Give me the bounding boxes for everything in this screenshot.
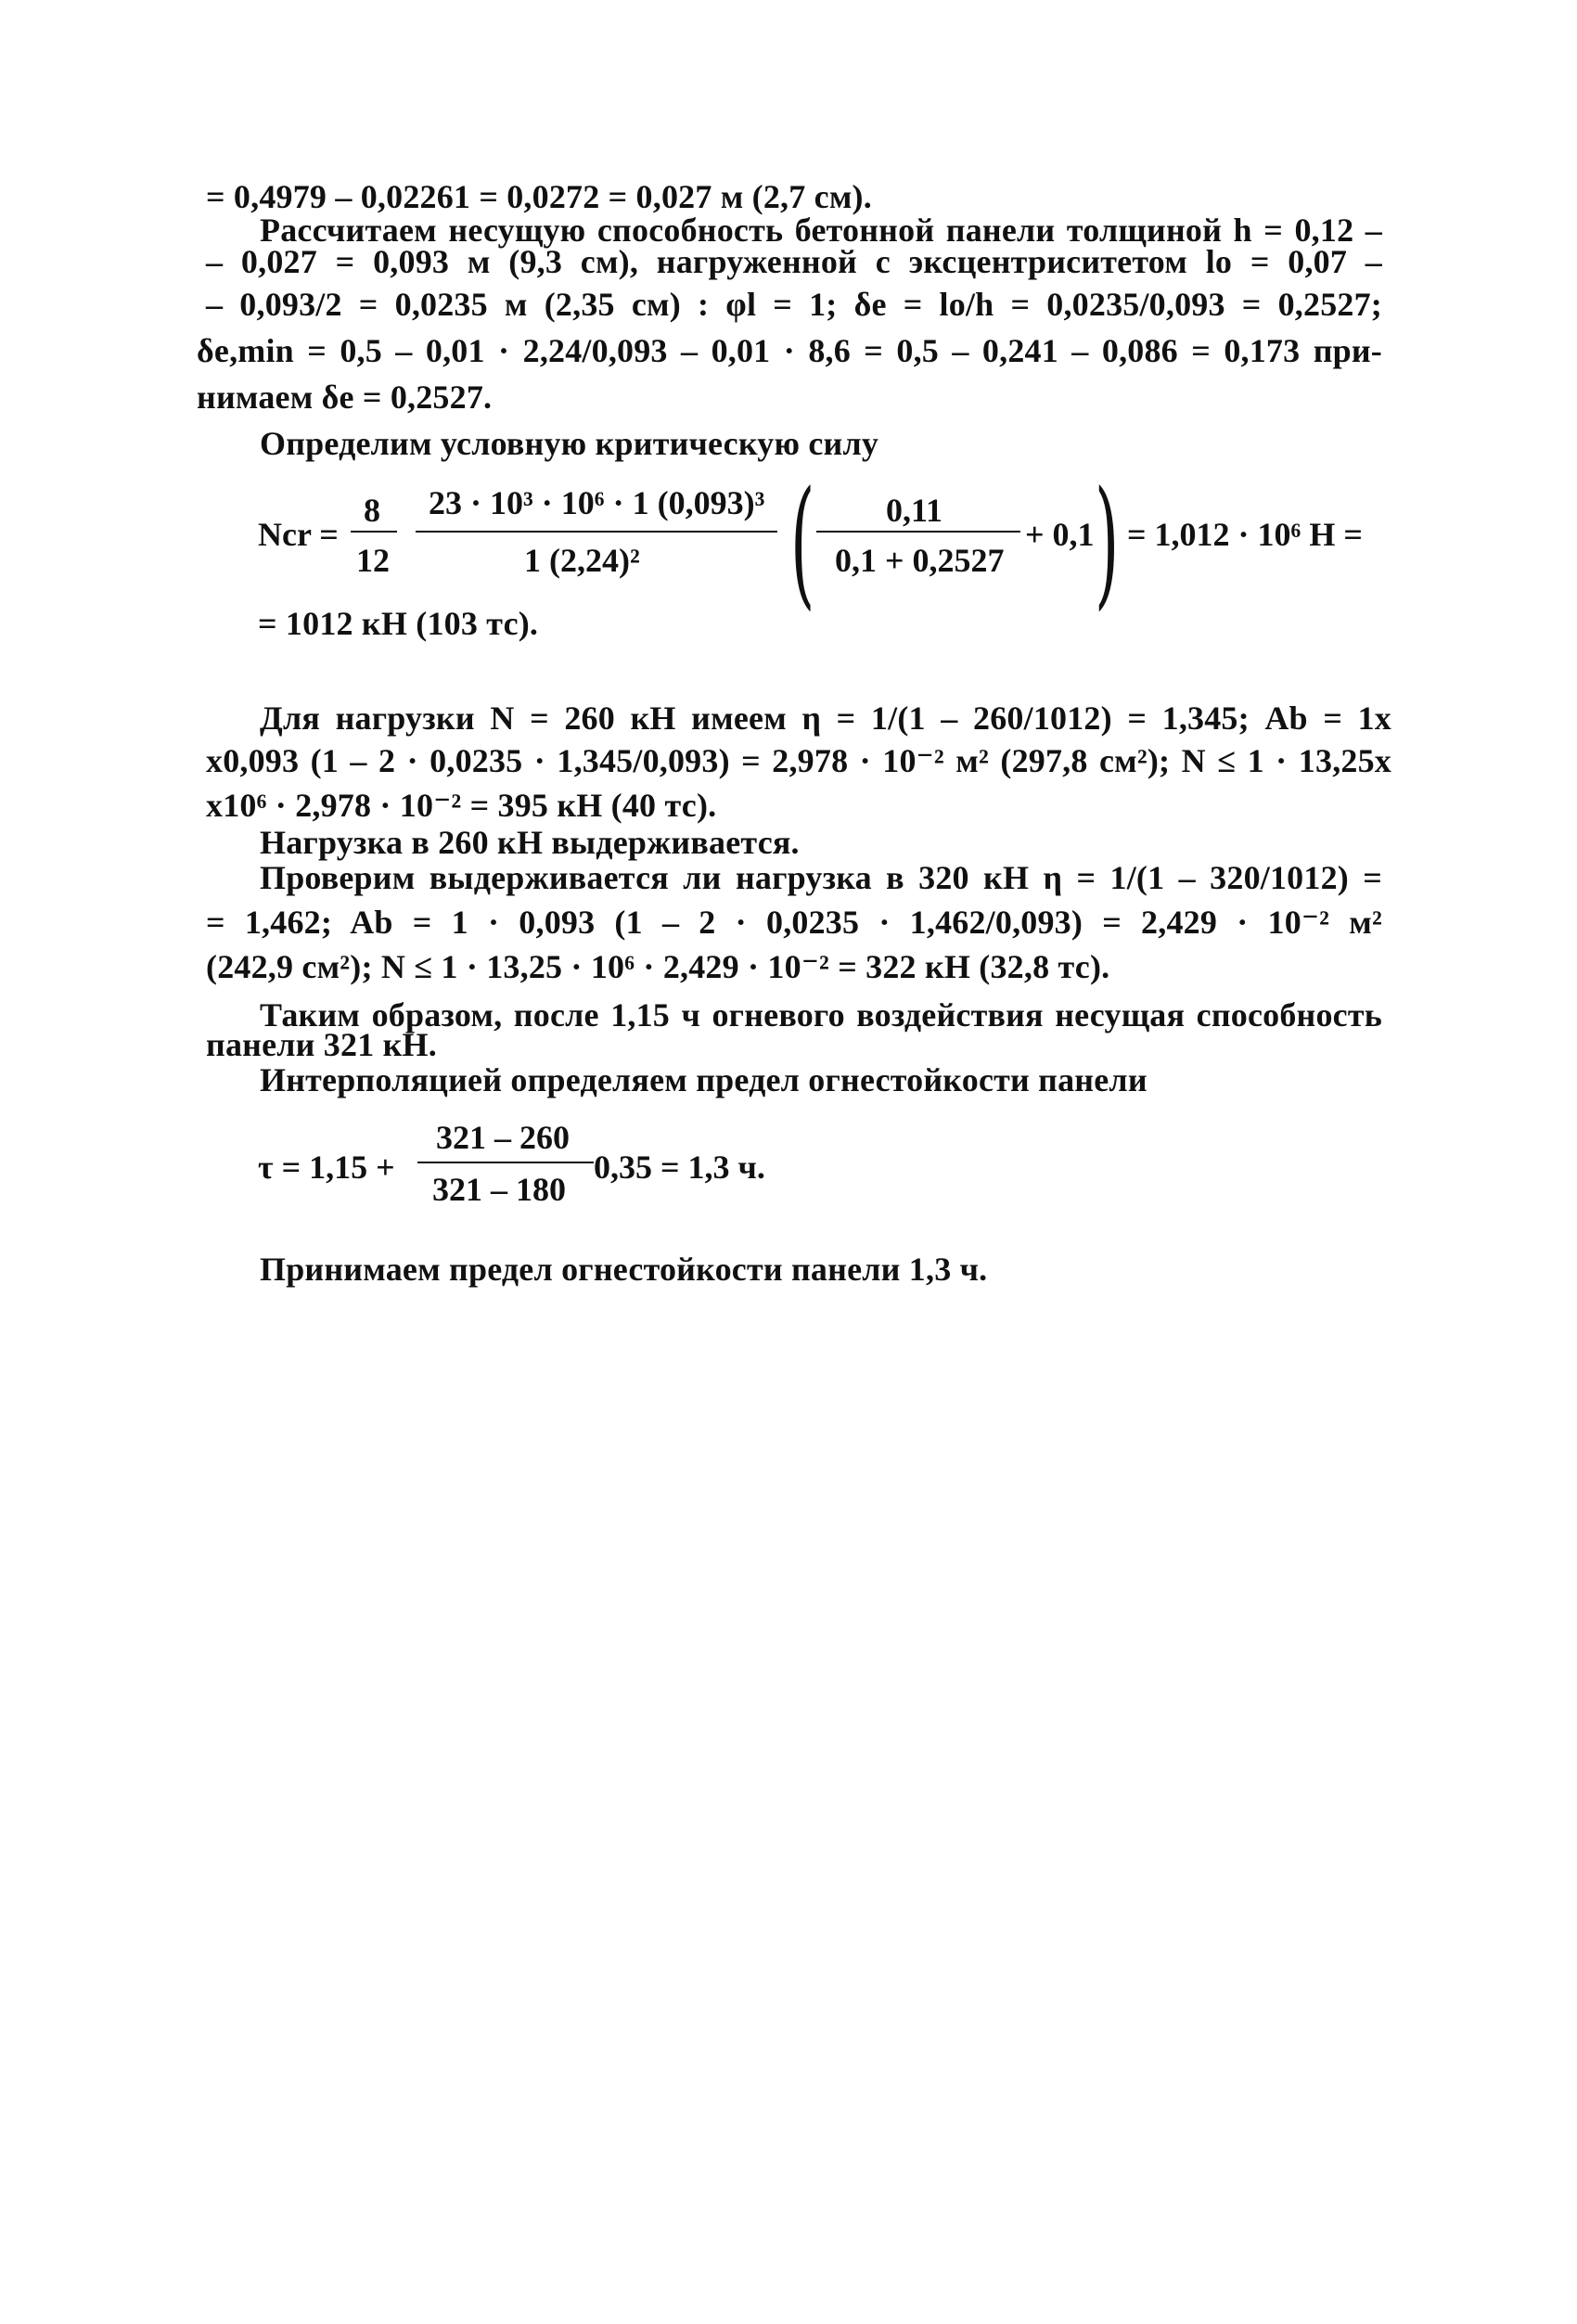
text-line: = 1012 кН (103 тс).	[258, 605, 539, 642]
fraction-denominator: 1 (2,24)²	[524, 542, 640, 579]
formula-lhs: τ = 1,15 +	[258, 1149, 395, 1186]
text-line: Таким образом, после 1,15 ч огневого воздействия несущая способность	[260, 996, 1382, 1034]
left-parenthesis: (	[790, 462, 815, 623]
right-parenthesis: )	[1095, 462, 1120, 623]
text-line: Нагрузка в 260 кН выдерживается.	[260, 824, 800, 861]
fraction-bar	[416, 531, 777, 533]
fraction-numerator: 0,11	[886, 492, 943, 529]
formula-result: 0,35 = 1,3 ч.	[594, 1149, 765, 1186]
text-line: (242,9 см²); N ≤ 1 · 13,25 · 10⁶ · 2,429 · 10⁻² = 322 кН (32,8 тс).	[206, 948, 1110, 985]
formula-lhs: Ncr =	[258, 516, 339, 553]
text-line: Принимаем предел огнестойкости панели 1,3 ч.	[260, 1251, 988, 1288]
text-line: – 0,027 = 0,093 м (9,3 см), нагруженной с эксцентриситетом lo = 0,07 –	[206, 243, 1382, 280]
text-line: панели 321 кН.	[206, 1026, 437, 1063]
fraction-bar	[351, 531, 397, 533]
fraction-numerator: 321 – 260	[436, 1119, 570, 1156]
formula-result: = 1,012 · 10⁶ Н =	[1127, 516, 1363, 553]
text-line: x10⁶ · 2,978 · 10⁻² = 395 кН (40 тс).	[206, 787, 717, 824]
formula-term: + 0,1	[1025, 516, 1095, 553]
fraction-bar	[417, 1162, 594, 1163]
text-line: = 1,462; Ab = 1 · 0,093 (1 – 2 · 0,0235 · 1,462/0,093) = 2,429 · 10⁻² м²	[206, 904, 1382, 941]
text-line: Интерполяцией определяем предел огнестойкости панели	[260, 1061, 1147, 1098]
text-line: – 0,093/2 = 0,0235 м (2,35 см) : φl = 1; δe = lo/h = 0,0235/0,093 = 0,2527;	[206, 286, 1382, 323]
text-line: = 0,4979 – 0,02261 = 0,0272 = 0,027 м (2,7 см).	[206, 178, 872, 215]
section-heading: Определим условную критическую силу	[260, 425, 879, 462]
fraction-denominator: 12	[356, 542, 390, 579]
fraction-bar	[816, 531, 1020, 533]
fraction-denominator: 321 – 180	[432, 1171, 566, 1208]
text-line: δe,min = 0,5 – 0,01 · 2,24/0,093 – 0,01 · 8,6 = 0,5 – 0,241 – 0,086 = 0,173 при-	[197, 332, 1382, 369]
fraction-denominator: 0,1 + 0,2527	[835, 542, 1005, 579]
text-line: нимаем δe = 0,2527.	[197, 379, 493, 416]
text-line: x0,093 (1 – 2 · 0,0235 · 1,345/0,093) = 2,978 · 10⁻² м² (297,8 см²); N ≤ 1 · 13,25x	[206, 742, 1391, 779]
text-line: Для нагрузки N = 260 кН имеем η = 1/(1 – 260/1012) = 1,345; Ab = 1x	[260, 700, 1391, 737]
text-line: Рассчитаем несущую способность бетонной панели толщиной h = 0,12 –	[260, 212, 1382, 249]
text-line: Проверим выдерживается ли нагрузка в 320 кН η = 1/(1 – 320/1012) =	[260, 859, 1382, 896]
fraction-numerator: 8	[364, 492, 380, 529]
fraction-numerator: 23 · 10³ · 10⁶ · 1 (0,093)³	[429, 484, 765, 521]
